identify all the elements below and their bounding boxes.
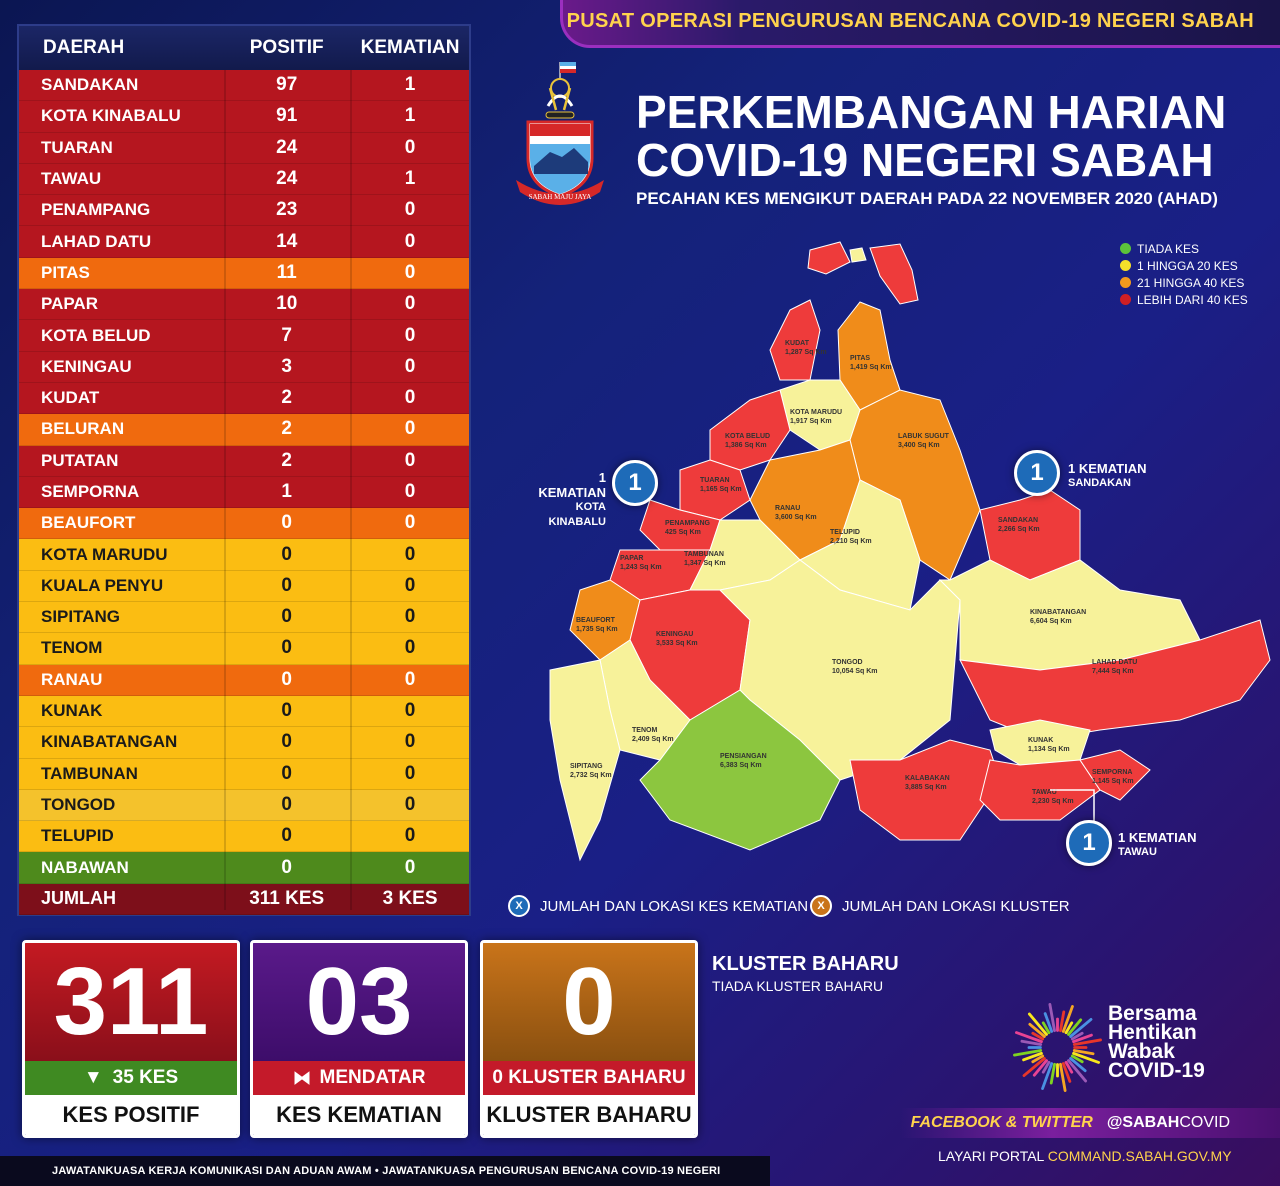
cell-district: KUALA PENYU bbox=[41, 575, 164, 595]
cell-positive: 0 bbox=[281, 793, 292, 815]
island-malawali bbox=[870, 244, 918, 304]
table-row bbox=[19, 383, 469, 414]
cell-district: TELUPID bbox=[41, 826, 114, 846]
cell-district: SEMPORNA bbox=[41, 482, 140, 501]
table-row bbox=[19, 258, 469, 289]
cell-positive: 0 bbox=[281, 856, 292, 878]
label-tenom-area: 2,409 Sq Km bbox=[632, 736, 674, 743]
cell-district: TUARAN bbox=[41, 137, 113, 157]
cell-deaths: 0 bbox=[404, 825, 416, 847]
label-tambunan-area: 1,347 Sq Km bbox=[684, 560, 726, 567]
cell-district: SANDAKAN bbox=[41, 75, 139, 95]
cell-deaths: 0 bbox=[404, 418, 416, 440]
table-body bbox=[19, 70, 469, 915]
table-row bbox=[19, 696, 469, 727]
cell-district: KENINGAU bbox=[41, 356, 132, 376]
deaths-change bbox=[253, 1061, 465, 1095]
table-row bbox=[19, 477, 469, 508]
label-nabawan: PENSIANGAN bbox=[720, 753, 767, 760]
legend-label: 1 HINGGA 20 KES bbox=[1137, 258, 1238, 273]
cell-deaths: 1 bbox=[404, 168, 416, 190]
column-divider bbox=[224, 70, 226, 910]
cell-positive: 2 bbox=[281, 449, 292, 471]
cell-district: KINABATANGAN bbox=[41, 732, 178, 752]
title-line-1: PERKEMBANGAN HARIAN bbox=[636, 86, 1227, 138]
label-tuaran-area: 1,165 Sq Km bbox=[700, 486, 742, 493]
deaths-card bbox=[250, 940, 468, 1138]
death-label-kk bbox=[528, 470, 606, 530]
crest-motto: SABAH MAJU JAYA bbox=[528, 193, 592, 201]
label-tongod-area: 10,054 Sq Km bbox=[832, 668, 878, 675]
total-deaths: 3 KES bbox=[382, 887, 438, 909]
cell-district: KOTA BELUD bbox=[41, 325, 151, 345]
total-label: JUMLAH bbox=[41, 888, 116, 909]
label-pitas: PITAS bbox=[850, 355, 871, 362]
cell-positive: 0 bbox=[281, 512, 292, 534]
deaths-number: 03 bbox=[253, 943, 465, 1061]
cluster-card bbox=[480, 940, 698, 1138]
cell-district: PAPAR bbox=[41, 294, 98, 314]
label-kudat-area: 1,287 Sq Km bbox=[785, 349, 827, 356]
positive-card bbox=[22, 940, 240, 1138]
label-kota-belud: KOTA BELUD bbox=[725, 433, 771, 440]
label-kunak: KUNAK bbox=[1028, 737, 1054, 744]
death-label-text: 1 KEMATIAN bbox=[1068, 461, 1147, 476]
cell-deaths: 0 bbox=[404, 637, 416, 659]
cell-positive: 2 bbox=[281, 387, 292, 409]
campaign-line: Hentikan bbox=[1108, 1021, 1197, 1044]
label-kalabakan-area: 3,885 Sq Km bbox=[905, 784, 947, 791]
death-key-icon: X bbox=[508, 895, 530, 917]
label-labuk: LABUK SUGUT bbox=[898, 433, 949, 440]
table-row bbox=[19, 852, 469, 883]
cell-district: PENAMPANG bbox=[41, 200, 151, 220]
footer-text: JAWATANKUASA KERJA KOMUNIKASI DAN ADUAN AWAM • JAWATANKUASA PENGURUSAN BENCANA COVID-19 NEGERI bbox=[52, 1165, 721, 1177]
title-line-2: COVID-19 NEGERI SABAH bbox=[636, 134, 1214, 186]
table-row bbox=[19, 759, 469, 790]
label-keningau: KENINGAU bbox=[656, 631, 694, 638]
cluster-change: 0 KLUSTER BAHARU bbox=[483, 1061, 695, 1095]
cell-positive: 11 bbox=[276, 261, 297, 283]
label-tenom: TENOM bbox=[632, 727, 658, 734]
cell-district: BEAUFORT bbox=[41, 513, 136, 533]
label-telupid: TELUPID bbox=[830, 529, 860, 536]
table-row bbox=[19, 633, 469, 664]
cell-deaths: 0 bbox=[404, 387, 416, 409]
legend-label: TIADA KES bbox=[1137, 241, 1200, 256]
table-row bbox=[19, 790, 469, 821]
cell-deaths: 0 bbox=[404, 762, 416, 784]
cell-positive: 0 bbox=[281, 543, 292, 565]
label-kinabatangan-area: 6,604 Sq Km bbox=[1030, 618, 1072, 625]
label-kota-marudu: KOTA MARUDU bbox=[790, 409, 843, 416]
cluster-number: 0 bbox=[483, 943, 695, 1061]
social-platforms: FACEBOOK & TWITTER bbox=[910, 1114, 1093, 1131]
label-kinabatangan: KINABATANGAN bbox=[1030, 609, 1087, 616]
death-label-text: 1 KEMATIAN bbox=[1118, 830, 1197, 845]
cell-district: KUNAK bbox=[41, 701, 103, 721]
cell-deaths: 0 bbox=[404, 136, 416, 158]
label-kunak-area: 1,134 Sq Km bbox=[1028, 746, 1070, 753]
legend-label: 21 HINGGA 40 KES bbox=[1137, 275, 1245, 290]
cell-deaths: 0 bbox=[404, 481, 416, 502]
label-sipitang: SIPITANG bbox=[570, 763, 603, 770]
label-tawau: TAWAU bbox=[1032, 789, 1057, 796]
label-penampang: PENAMPANG bbox=[665, 520, 710, 527]
campaign-burst-icon bbox=[1010, 1000, 1105, 1095]
cell-positive: 24 bbox=[276, 168, 298, 190]
table-row bbox=[19, 727, 469, 758]
cell-deaths: 0 bbox=[404, 230, 416, 252]
label-beaufort: BEAUFORT bbox=[576, 617, 615, 624]
portal-prefix: LAYARI PORTAL bbox=[938, 1148, 1048, 1164]
label-telupid-area: 2,210 Sq Km bbox=[830, 538, 872, 545]
label-beaufort-area: 1,735 Sq Km bbox=[576, 626, 618, 633]
table-row bbox=[19, 446, 469, 477]
cell-positive: 0 bbox=[281, 825, 292, 847]
label-penampang-area: 425 Sq Km bbox=[665, 529, 701, 536]
cell-deaths: 1 bbox=[404, 74, 416, 96]
cell-deaths: 0 bbox=[404, 700, 416, 722]
label-sipitang-area: 2,732 Sq Km bbox=[570, 772, 612, 779]
deaths-label: KES KEMATIAN bbox=[253, 1095, 465, 1135]
table-header bbox=[19, 26, 469, 70]
label-papar: PAPAR bbox=[620, 555, 644, 562]
social-bar bbox=[900, 1108, 1280, 1138]
label-ranau-area: 3,600 Sq Km bbox=[775, 514, 817, 521]
death-label-sandakan bbox=[1068, 461, 1146, 491]
social-handle[interactable] bbox=[1107, 1114, 1230, 1132]
death-label-place: KOTA KINABALU bbox=[548, 501, 606, 528]
cell-deaths: 0 bbox=[404, 199, 416, 221]
cell-deaths: 1 bbox=[404, 105, 416, 127]
cell-deaths: 0 bbox=[404, 606, 416, 628]
island-banggi bbox=[808, 242, 850, 274]
cell-positive: 2 bbox=[281, 418, 292, 440]
cell-deaths: 0 bbox=[404, 856, 416, 878]
cluster-key bbox=[810, 894, 1070, 918]
cell-deaths: 0 bbox=[404, 355, 416, 377]
label-ranau: RANAU bbox=[775, 505, 801, 512]
death-marker-tawau: 1 bbox=[1066, 820, 1112, 866]
cell-district: NABAWAN bbox=[41, 857, 129, 877]
cell-district: RANAU bbox=[41, 669, 103, 689]
page-subtitle: PECAHAN KES MENGIKUT DAERAH PADA 22 NOVEMBER 2020 (AHAD) bbox=[636, 189, 1218, 208]
label-semporna-area: 1,145 Sq Km bbox=[1092, 778, 1134, 785]
down-triangle-icon: ▼ bbox=[83, 1067, 103, 1088]
table-row bbox=[19, 226, 469, 257]
label-lahad-datu-area: 7,444 Sq Km bbox=[1092, 668, 1134, 675]
cell-district: TENOM bbox=[41, 638, 103, 658]
label-nabawan-area: 6,383 Sq Km bbox=[720, 762, 762, 769]
label-tambunan: TAMBUNAN bbox=[684, 551, 724, 558]
column-divider bbox=[350, 70, 352, 910]
cell-district: PUTATAN bbox=[41, 450, 119, 470]
banner-text: PUSAT OPERASI PENGURUSAN BENCANA COVID-19 NEGERI SABAH bbox=[566, 10, 1254, 32]
cell-positive: 1 bbox=[281, 481, 292, 502]
cell-deaths: 0 bbox=[404, 324, 416, 346]
campaign-line: Wabak bbox=[1108, 1040, 1175, 1063]
deaths-change-text: MENDATAR bbox=[319, 1067, 426, 1088]
table-row bbox=[19, 352, 469, 383]
label-tongod: TONGOD bbox=[832, 659, 863, 666]
cell-district: KOTA KINABALU bbox=[41, 106, 181, 126]
cell-positive: 0 bbox=[281, 637, 292, 659]
label-semporna: SEMPORNA bbox=[1092, 769, 1133, 776]
table-row bbox=[19, 821, 469, 852]
cell-positive: 3 bbox=[281, 355, 292, 377]
cell-deaths: 0 bbox=[404, 731, 416, 753]
cluster-label: KLUSTER BAHARU bbox=[483, 1095, 695, 1135]
label-sandakan: SANDAKAN bbox=[998, 517, 1039, 524]
cell-district: TAWAU bbox=[41, 169, 102, 189]
table-row bbox=[19, 133, 469, 164]
social-handle-rest: COVID bbox=[1179, 1114, 1230, 1131]
sabah-crest-icon bbox=[510, 58, 610, 208]
death-label-tawau bbox=[1118, 830, 1196, 860]
positive-change-text: 35 KES bbox=[112, 1067, 179, 1088]
cell-district: LAHAD DATU bbox=[41, 231, 152, 251]
death-label-place: SANDAKAN bbox=[1068, 477, 1131, 489]
cell-deaths: 0 bbox=[404, 261, 416, 283]
cell-positive: 23 bbox=[276, 199, 298, 221]
cell-deaths: 0 bbox=[404, 574, 416, 596]
table-row bbox=[19, 665, 469, 696]
cell-positive: 0 bbox=[281, 668, 292, 690]
table-row bbox=[19, 539, 469, 570]
death-key bbox=[508, 894, 808, 918]
cell-district: TAMBUNAN bbox=[41, 763, 138, 783]
cell-district: KOTA MARUDU bbox=[41, 544, 168, 564]
label-pitas-area: 1,419 Sq Km bbox=[850, 364, 892, 371]
kluster-title: KLUSTER BAHARU bbox=[712, 953, 899, 975]
header-district: DAERAH bbox=[43, 37, 125, 58]
page-title bbox=[636, 88, 1256, 184]
label-kota-marudu-area: 1,917 Sq Km bbox=[790, 418, 832, 425]
cell-positive: 91 bbox=[276, 105, 298, 127]
header-positive: POSITIF bbox=[249, 37, 324, 58]
cell-deaths: 0 bbox=[404, 668, 416, 690]
positive-number: 311 bbox=[25, 943, 237, 1061]
table-row bbox=[19, 602, 469, 633]
island-small bbox=[850, 248, 866, 262]
header-deaths: KEMATIAN bbox=[360, 37, 460, 58]
cell-deaths: 0 bbox=[404, 543, 416, 565]
cell-positive: 0 bbox=[281, 762, 292, 784]
label-tawau-area: 2,230 Sq Km bbox=[1032, 798, 1074, 805]
kluster-subtitle: TIADA KLUSTER BAHARU bbox=[712, 978, 884, 994]
table-row bbox=[19, 571, 469, 602]
table-row bbox=[19, 195, 469, 226]
table-row bbox=[19, 414, 469, 445]
cell-positive: 0 bbox=[281, 606, 292, 628]
cell-deaths: 0 bbox=[404, 793, 416, 815]
positive-change bbox=[25, 1061, 237, 1095]
positive-label: KES POSITIF bbox=[25, 1095, 237, 1135]
portal-link[interactable]: COMMAND.SABAH.GOV.MY bbox=[1047, 1148, 1232, 1164]
label-lahad-datu: LAHAD DATU bbox=[1092, 659, 1138, 666]
table-row bbox=[19, 70, 469, 101]
cell-district: BELURAN bbox=[41, 419, 125, 439]
label-keningau-area: 3,533 Sq Km bbox=[656, 640, 698, 647]
death-key-text: JUMLAH DAN LOKASI KES KEMATIAN bbox=[540, 897, 809, 915]
cell-positive: 10 bbox=[276, 293, 298, 315]
top-banner bbox=[560, 0, 1280, 48]
campaign-line: Bersama bbox=[1108, 1002, 1197, 1025]
table-row bbox=[19, 508, 469, 539]
label-sandakan-area: 2,266 Sq Km bbox=[998, 526, 1040, 533]
table-row bbox=[19, 101, 469, 132]
table-row bbox=[19, 164, 469, 195]
cell-deaths: 0 bbox=[404, 512, 416, 534]
label-kalabakan: KALABAKAN bbox=[905, 775, 950, 782]
legend-label: LEBIH DARI 40 KES bbox=[1137, 292, 1248, 307]
cell-district: TONGOD bbox=[41, 794, 116, 814]
bowtie-flat-icon: ⧓ bbox=[292, 1067, 312, 1089]
table-row bbox=[19, 320, 469, 351]
cell-district: SIPITANG bbox=[41, 607, 121, 627]
cell-positive: 7 bbox=[281, 324, 292, 346]
cell-positive: 97 bbox=[276, 74, 298, 96]
portal-text bbox=[938, 1148, 1232, 1164]
cell-positive: 0 bbox=[281, 700, 292, 722]
cell-positive: 24 bbox=[276, 136, 298, 158]
cell-deaths: 0 bbox=[404, 449, 416, 471]
label-labuk-area: 3,400 Sq Km bbox=[898, 442, 940, 449]
cell-district: KUDAT bbox=[41, 388, 100, 408]
sabah-map bbox=[520, 220, 1280, 880]
total-positive: 311 KES bbox=[249, 887, 325, 909]
death-label-place: TAWAU bbox=[1118, 846, 1157, 858]
cell-district: PITAS bbox=[41, 262, 90, 282]
cell-positive: 0 bbox=[281, 574, 292, 596]
death-marker-sandakan: 1 bbox=[1014, 450, 1060, 496]
campaign-line: COVID-19 bbox=[1108, 1059, 1205, 1082]
cell-deaths: 0 bbox=[404, 293, 416, 315]
campaign-text bbox=[1108, 1004, 1205, 1080]
death-marker-kk: 1 bbox=[612, 460, 658, 506]
label-kudat: KUDAT bbox=[785, 340, 809, 347]
cell-positive: 0 bbox=[281, 731, 292, 753]
label-tuaran: TUARAN bbox=[700, 477, 730, 484]
table-row bbox=[19, 289, 469, 320]
social-handle-at: @SABAH bbox=[1106, 1114, 1180, 1131]
cluster-key-icon: X bbox=[810, 895, 832, 917]
death-label-text: 1 KEMATIAN bbox=[538, 470, 606, 500]
cluster-key-text: JUMLAH DAN LOKASI KLUSTER bbox=[842, 897, 1070, 915]
footer bbox=[0, 1156, 770, 1186]
label-papar-area: 1,243 Sq Km bbox=[620, 564, 662, 571]
district-table bbox=[17, 24, 471, 916]
cell-positive: 14 bbox=[276, 230, 298, 252]
table-total-row bbox=[19, 884, 469, 915]
label-kota-belud-area: 1,386 Sq Km bbox=[725, 442, 767, 449]
